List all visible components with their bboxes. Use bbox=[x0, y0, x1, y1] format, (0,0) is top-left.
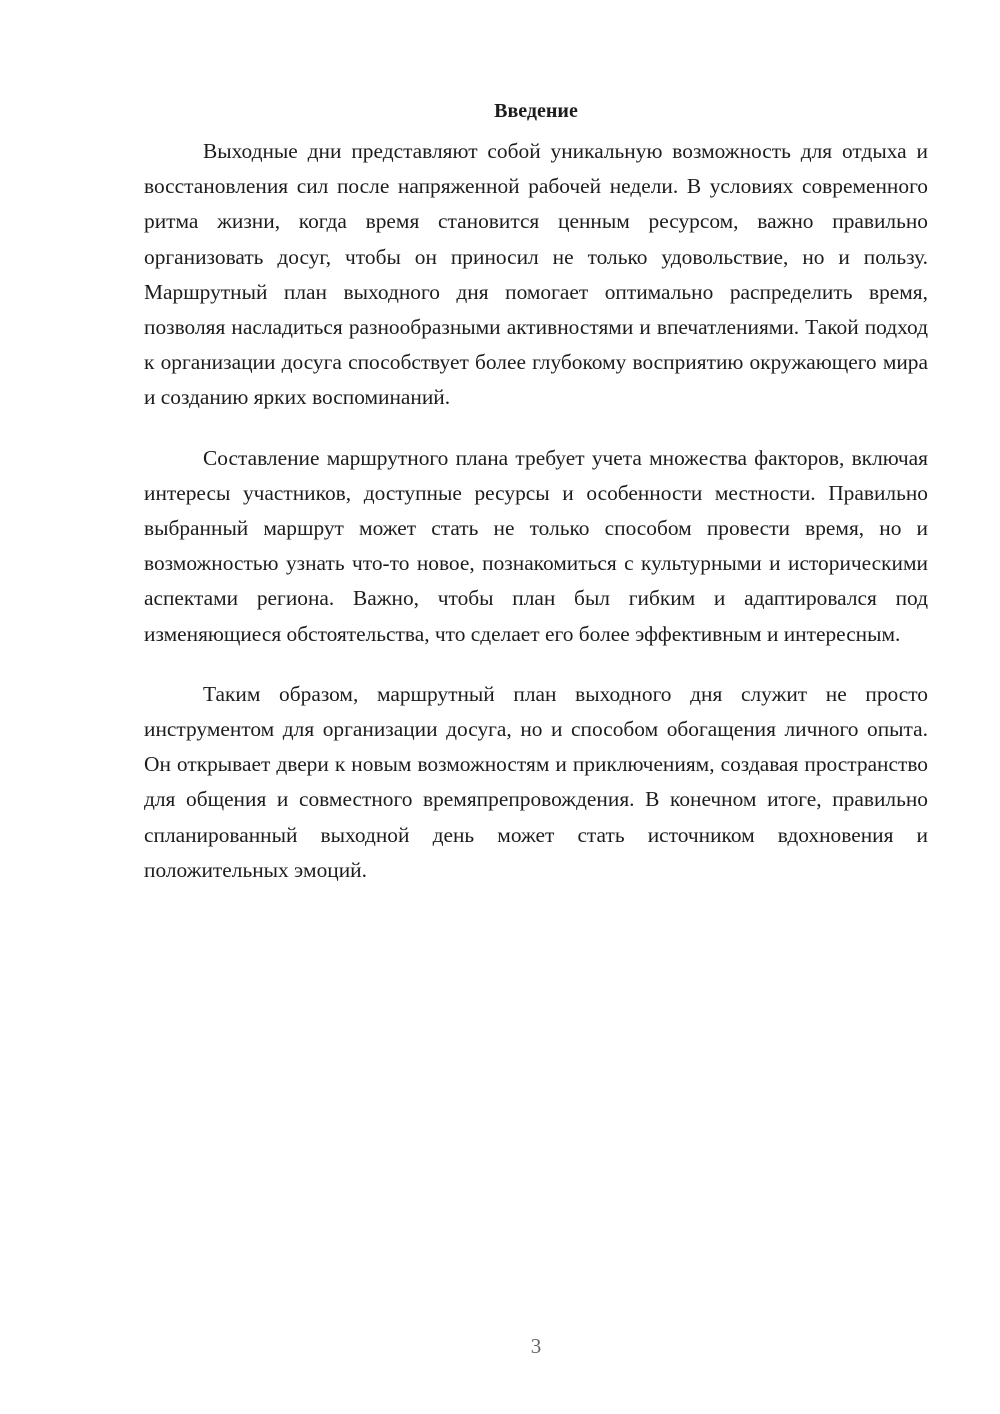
paragraph-1: Выходные дни представляют собой уникальную возможность для отдыха и восстановления сил после напряженной рабочей недели. В условиях современного ритма жизни, когда время становится ценным ресурсом, важно правильно организовать досуг, чтобы он приносил не только удовольствие, но и пользу. Маршрутный план выходного дня помогает оптимально распределить время, позволяя насладиться разнообразными активностями и впечатлениями. Такой подход к организации досуга способствует более глубокому восприятию окружающего мира и созданию ярких воспоминаний. bbox=[144, 139, 928, 410]
section-title: Введение bbox=[494, 100, 578, 122]
page-content bbox=[144, 97, 928, 913]
paragraph-3: Таким образом, маршрутный план выходного дня служит не просто инструментом для организации досуга, но и способом обогащения личного опыта. Он открывает двери к новым возможностям и приключениям, создавая пространство для общения и совместного времяпрепровождения. В конечном итоге, правильно спланированный выходной день может стать источником вдохновения и положительных эмоций. bbox=[144, 681, 928, 882]
paragraph-2: Составление маршрутного плана требует учета множества факторов, включая интересы участников, доступные ресурсы и особенности местности. Правильно выбранный маршрут может стать не только способом провести время, но и возможностью узнать что-то новое, познакомиться с культурными и историческими аспектами региона. Важно, чтобы план был гибким и адаптировался под изменяющиеся обстоятельства, что сделает его более эффективным и интересным. bbox=[144, 445, 928, 646]
page-number: 3 bbox=[530, 1334, 542, 1358]
